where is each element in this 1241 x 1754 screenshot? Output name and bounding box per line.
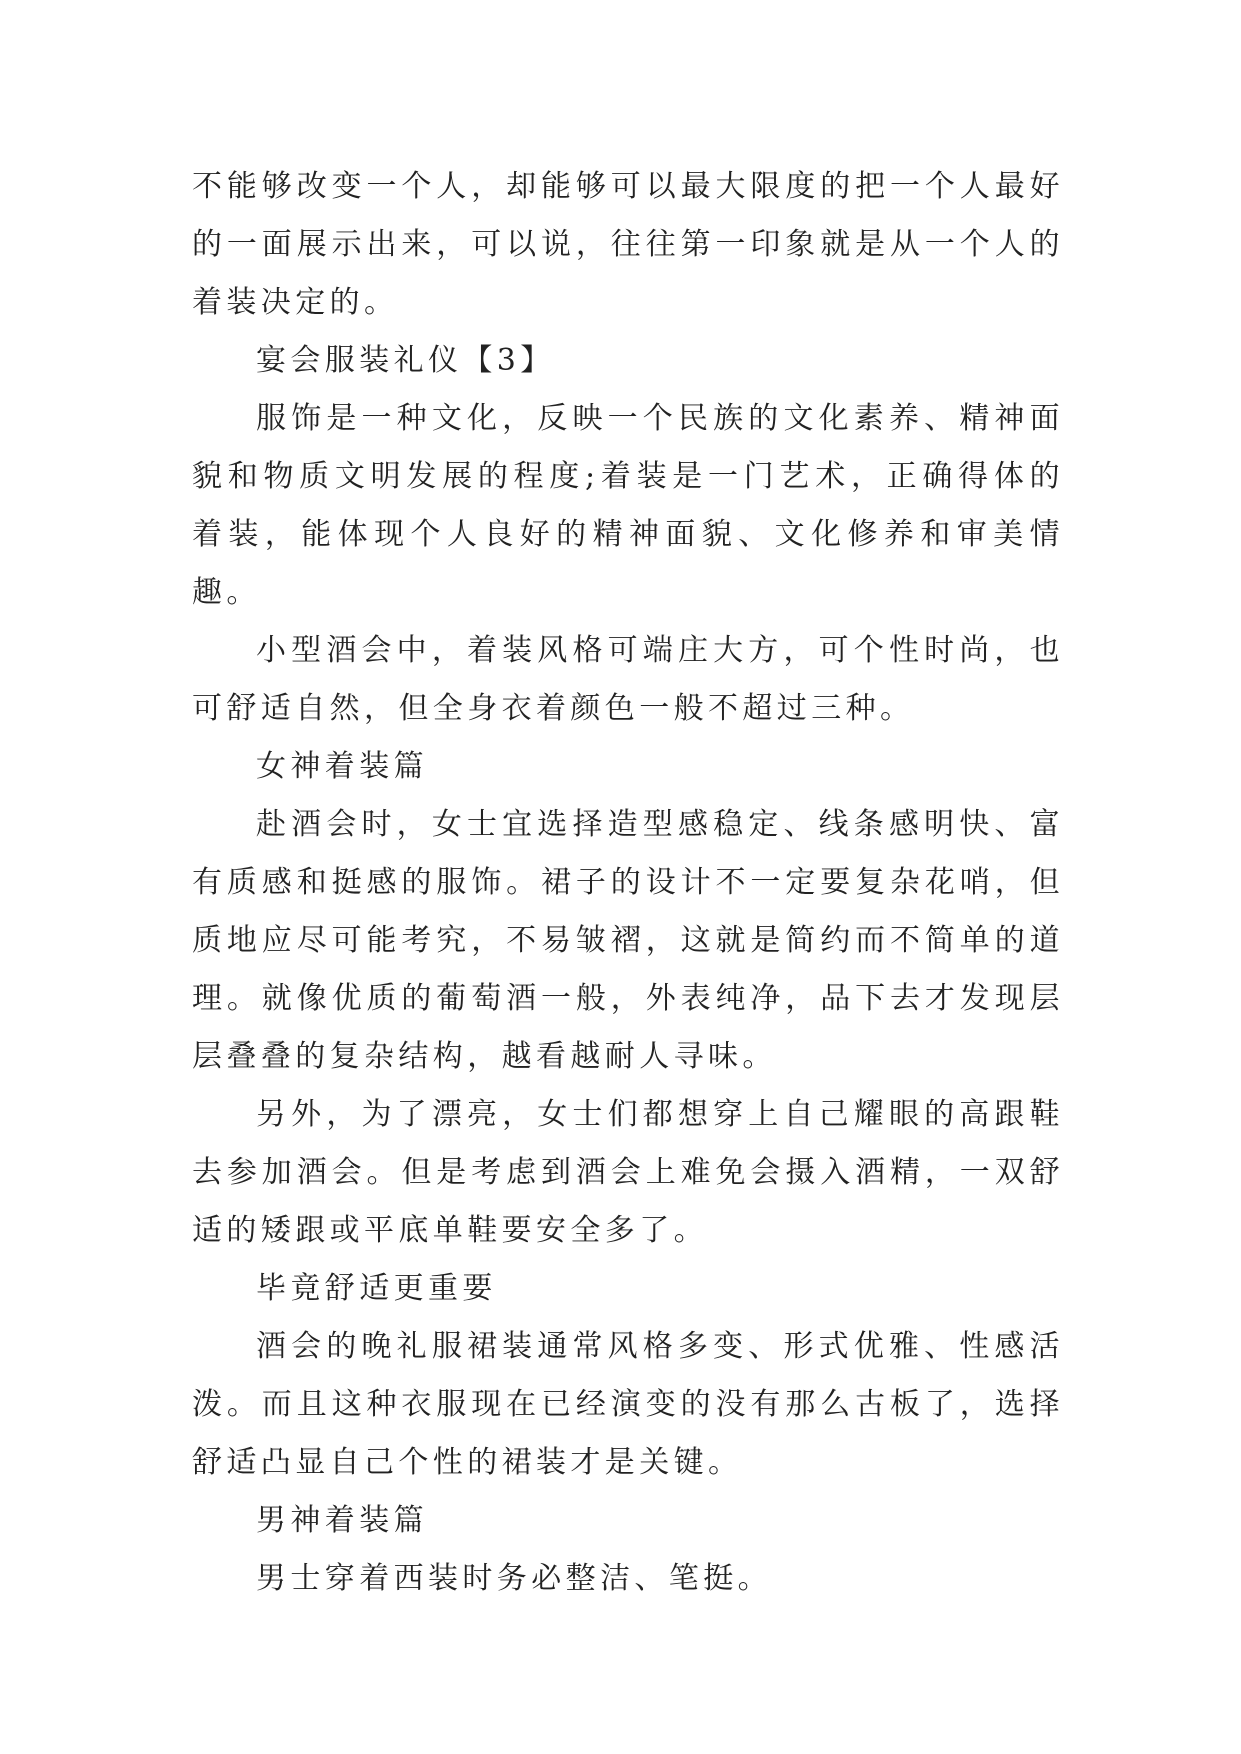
section-heading-men: 男神着装篇	[256, 1503, 428, 1538]
paragraph-continuation: 不能够改变一个人，却能够可以最大限度的把一个人最好的一面展示出来，可以说，往往第一印象就是从一个人的着装决定的。	[192, 169, 1064, 320]
paragraph-clothing-culture: 服饰是一种文化，反映一个民族的文化素养、精神面貌和物质文明发展的程度;着装是一门艺术，正确得体的着装，能体现个人良好的精神面貌、文化修养和审美情趣。	[192, 401, 1064, 610]
document-body	[192, 158, 1064, 1608]
paragraph-men-suit: 男士穿着西装时务必整洁、笔挺。	[256, 1561, 772, 1596]
paragraph-evening-gown: 酒会的晚礼服裙装通常风格多变、形式优雅、性感活泼。而且这种衣服现在已经演变的没有那么古板了，选择舒适凸显自己个性的裙装才是关键。	[192, 1329, 1064, 1480]
section-heading-women: 女神着装篇	[256, 749, 428, 784]
section-heading-banquet-attire: 宴会服装礼仪【3】	[256, 343, 555, 378]
paragraph-women-dress: 赴酒会时，女士宜选择造型感稳定、线条感明快、富有质感和挺感的服饰。裙子的设计不一定要复杂花哨，但质地应尽可能考究，不易皱褶，这就是简约而不简单的道理。就像优质的葡萄酒一般，外表纯净，品下去才发现层层叠叠的复杂结构，越看越耐人寻味。	[192, 807, 1064, 1074]
section-heading-comfort: 毕竟舒适更重要	[256, 1271, 497, 1306]
paragraph-small-cocktail-party: 小型酒会中，着装风格可端庄大方，可个性时尚，也可舒适自然，但全身衣着颜色一般不超过三种。	[192, 633, 1064, 726]
paragraph-women-shoes: 另外，为了漂亮，女士们都想穿上自己耀眼的高跟鞋去参加酒会。但是考虑到酒会上难免会摄入酒精，一双舒适的矮跟或平底单鞋要安全多了。	[192, 1097, 1064, 1248]
